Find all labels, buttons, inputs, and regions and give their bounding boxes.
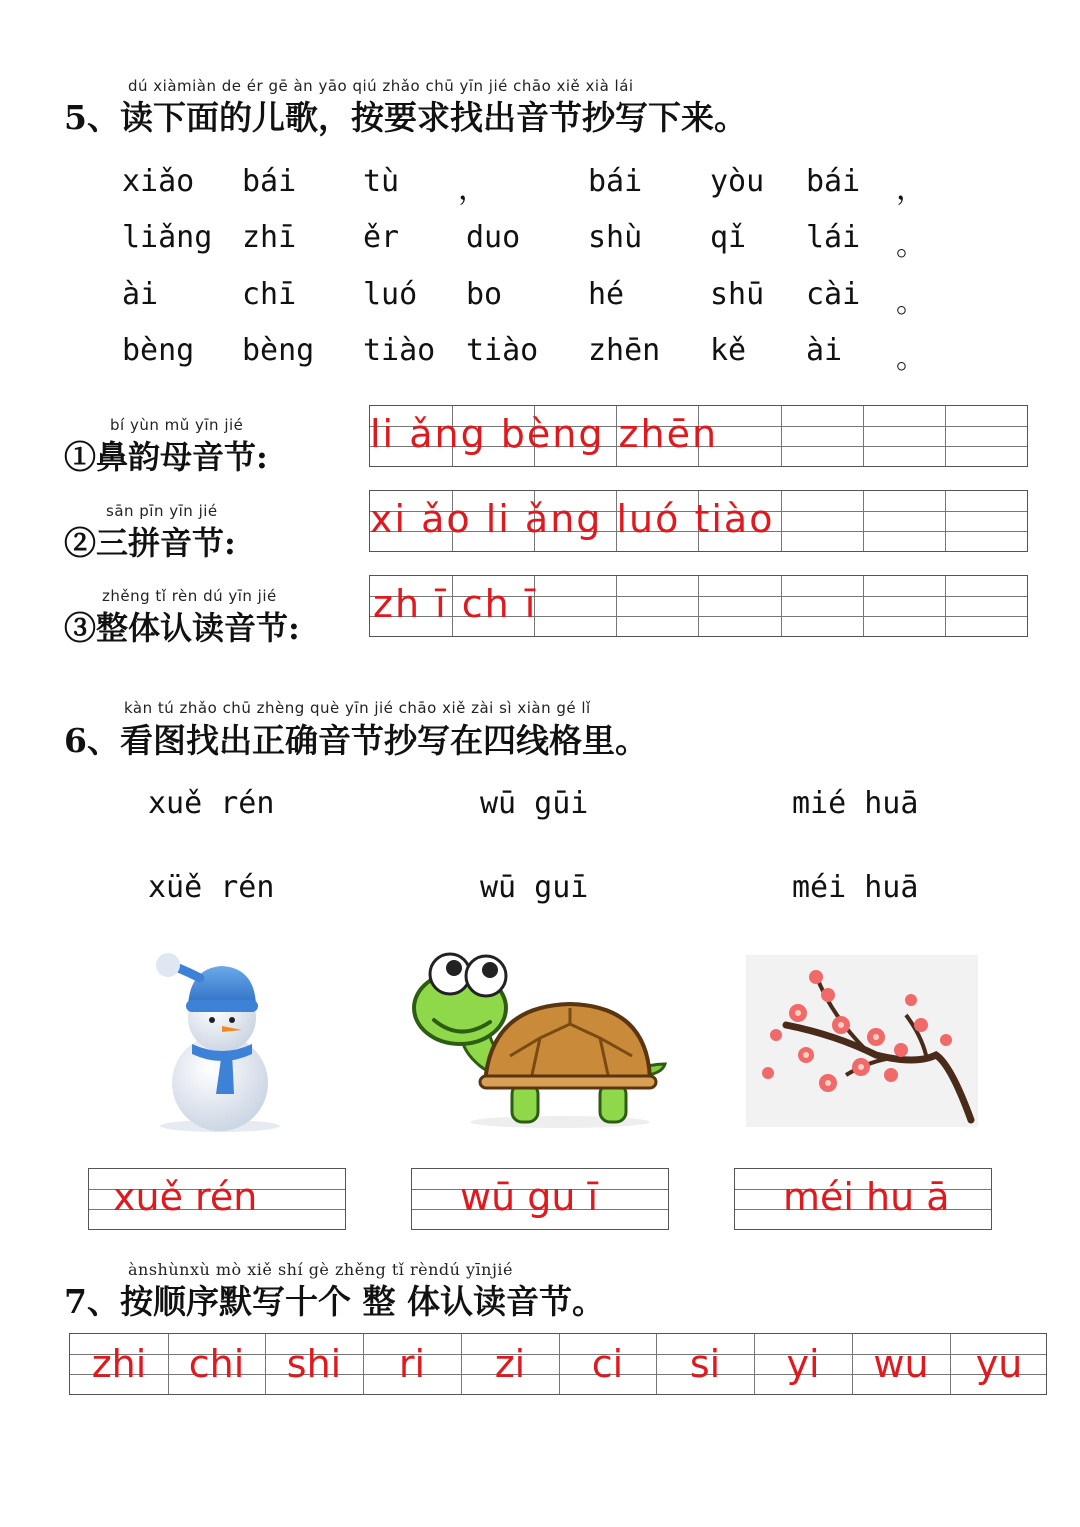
poem-syllable: shù (588, 220, 643, 255)
poem-punct: 。 (896, 228, 926, 263)
q7-answer-cell: si (689, 1342, 721, 1386)
poem-syllable: tiào (466, 333, 539, 368)
poem-syllable: bèng (242, 333, 315, 368)
poem-syllable: qǐ (710, 220, 747, 255)
part3-answer: zh ī ch ī (373, 582, 538, 626)
poem-syllable: ěr (363, 220, 400, 255)
q7-answer-cell: wu (873, 1342, 929, 1386)
poem-syllable: ài (806, 333, 843, 368)
part2-answer: xi ǎo li ǎng luó tiào (370, 497, 775, 541)
poem-syllable: cài (806, 277, 861, 312)
plum-answer-grid[interactable] (734, 1168, 992, 1230)
poem-syllable: tù (363, 164, 400, 199)
q7-answer-cell: zhi (91, 1342, 147, 1386)
part2-label: ②三拼音节: (64, 524, 236, 562)
poem-syllable: yòu (710, 164, 765, 199)
q7-answer-cell: ri (398, 1342, 426, 1386)
q7-answer-cell: ci (591, 1342, 624, 1386)
part3-writing-grid[interactable] (369, 575, 1028, 637)
q6-title: 6、看图找出正确音节抄写在四线格里。 (64, 721, 648, 760)
poem-syllable: zhēn (588, 333, 661, 368)
q7-answer-cell: yu (975, 1342, 1023, 1386)
poem-syllable: bèng (122, 333, 195, 368)
q7-pinyin: ànshùnxù mò xiě shí gè zhěng tǐ rèndú yīnjié (128, 1260, 514, 1279)
q7-answer-cell: chi (188, 1342, 245, 1386)
option-plum-1: mié huā (792, 786, 919, 821)
poem-punct: 。 (896, 341, 926, 376)
poem-syllable: shū (710, 277, 765, 312)
turtle-answer: wū gu ī (460, 1175, 599, 1219)
part1-answer: li ǎng bèng zhēn (370, 412, 719, 456)
part3-label: ③整体认读音节: (64, 609, 300, 647)
poem-syllable: chī (242, 277, 297, 312)
poem-syllable: ài (122, 277, 159, 312)
poem-syllable: lái (806, 220, 861, 255)
poem-syllable: luó (363, 277, 418, 312)
turtle-image (410, 946, 672, 1136)
part2-pinyin: sān pīn yīn jié (106, 502, 218, 520)
plum-answer: méi hu ā (783, 1175, 950, 1219)
part3-pinyin: zhěng tǐ rèn dú yīn jié (102, 587, 277, 605)
plum-blossom-image (746, 955, 978, 1127)
poem-punct: 。 (896, 285, 926, 320)
q5-pinyin: dú xiàmiàn de ér gē àn yāo qiú zhǎo chū yīn jié chāo xiě xià lái (128, 77, 634, 95)
q7-answer-cell: yi (786, 1342, 820, 1386)
poem-syllable: bái (242, 164, 297, 199)
part2-writing-grid[interactable] (369, 490, 1028, 552)
poem-syllable: xiǎo (122, 164, 195, 199)
option-turtle-2: wū guī (480, 870, 589, 905)
q7-writing-grid[interactable] (69, 1333, 1047, 1395)
poem-syllable: bo (466, 277, 503, 312)
turtle-answer-grid[interactable] (411, 1168, 669, 1230)
poem-syllable: bái (806, 164, 861, 199)
poem-syllable: duo (466, 220, 521, 255)
poem-punct: ， (458, 172, 488, 207)
option-turtle-1: wū gūi (480, 786, 589, 821)
snowman-answer-grid[interactable] (88, 1168, 346, 1230)
poem-syllable: bái (588, 164, 643, 199)
snowman-answer: xuě rén (113, 1175, 258, 1219)
poem-syllable: tiào (363, 333, 436, 368)
poem-syllable: zhī (242, 220, 297, 255)
q7-answer-cell: shi (286, 1342, 342, 1386)
q7-title: 7、按顺序默写十个 整 体认读音节。 (64, 1282, 605, 1321)
poem-punct: ， (896, 172, 926, 207)
poem-syllable: kě (710, 333, 747, 368)
part1-writing-grid[interactable] (369, 405, 1028, 467)
poem-syllable: hé (588, 277, 625, 312)
part1-pinyin: bí yùn mǔ yīn jié (110, 416, 244, 434)
option-snowman-2: xüě rén (148, 870, 275, 905)
q5-title: 5、读下面的儿歌，按要求找出音节抄写下来。 (64, 98, 747, 137)
poem-syllable: liǎng (122, 220, 213, 255)
q7-answer-cell: zi (494, 1342, 526, 1386)
q6-pinyin: kàn tú zhǎo chū zhèng què yīn jié chāo xiě zài sì xiàn gé lǐ (124, 699, 591, 717)
option-plum-2: méi huā (792, 870, 919, 905)
option-snowman-1: xuě rén (148, 786, 275, 821)
snowman-image (140, 948, 290, 1133)
part1-label: ①鼻韵母音节: (64, 438, 268, 476)
